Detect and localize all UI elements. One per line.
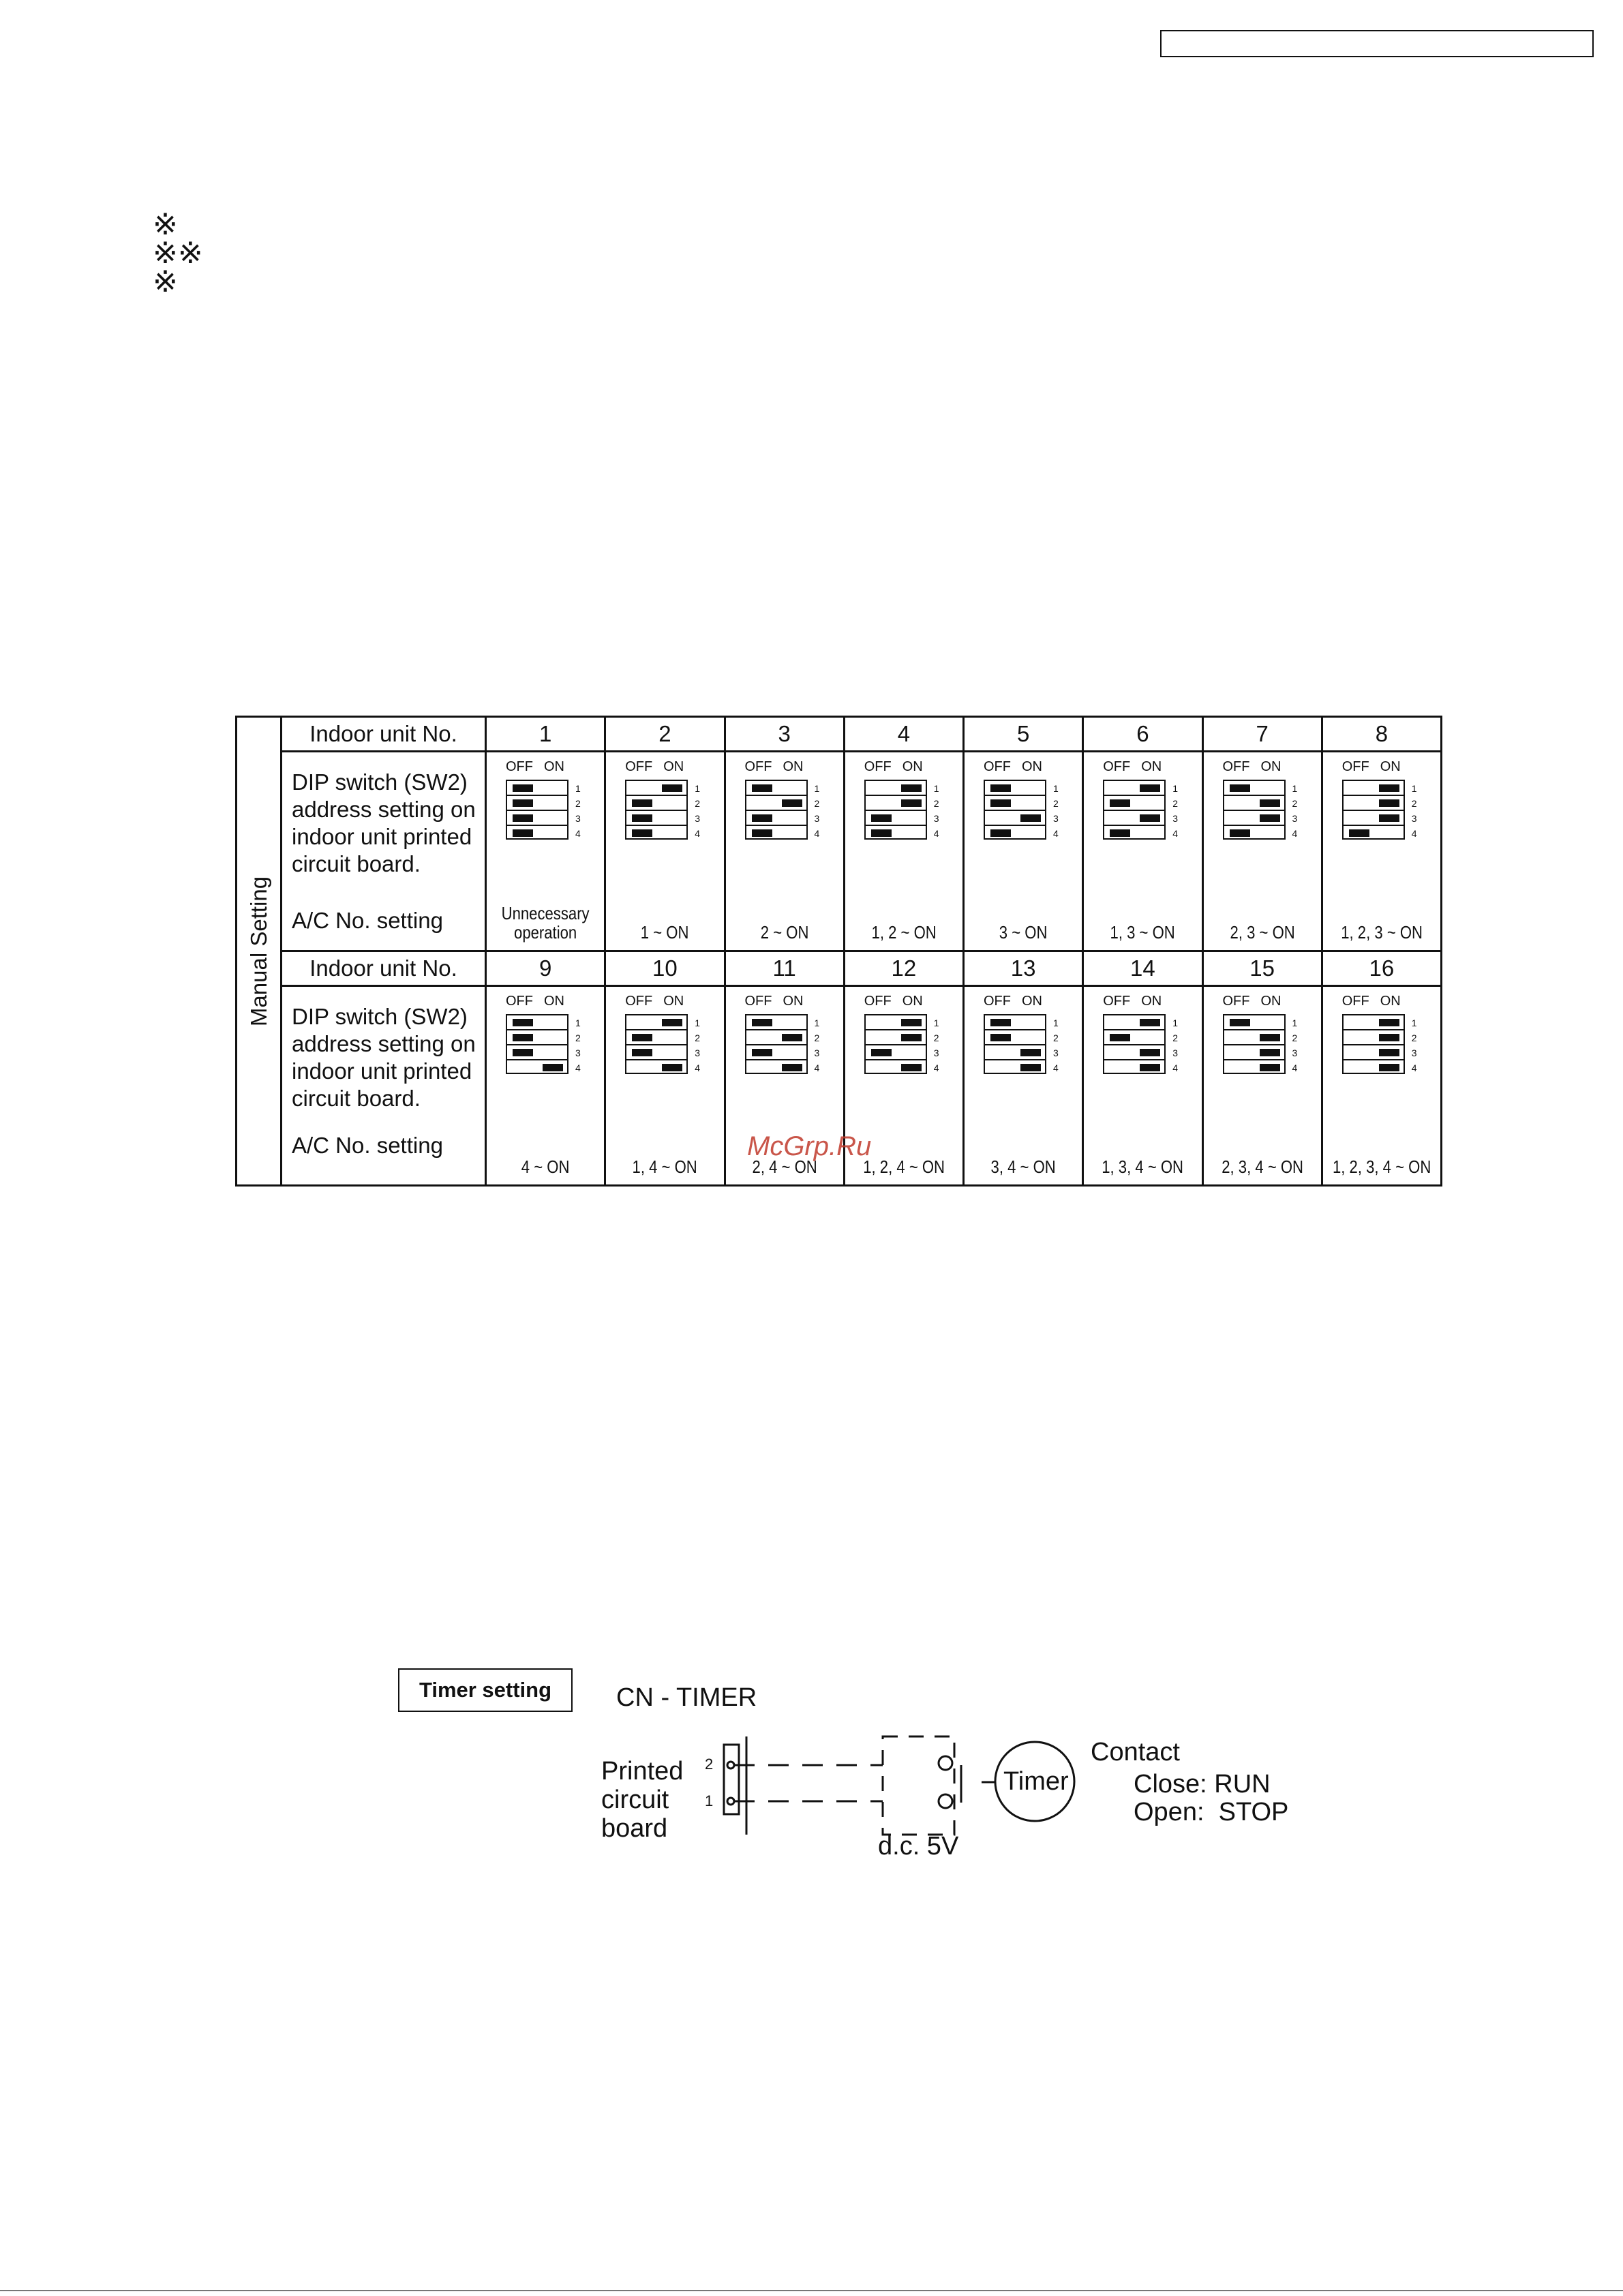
- switch-number: 1: [933, 783, 939, 794]
- switch-number: 3: [933, 1047, 939, 1058]
- contact-terminal-lower: [939, 1794, 952, 1808]
- on-label: ON: [544, 759, 564, 774]
- off-label: OFF: [1222, 759, 1250, 774]
- indoor-unit-number: 16: [1322, 951, 1441, 986]
- off-label: OFF: [1341, 759, 1369, 774]
- switch-number: 1: [1172, 1017, 1179, 1028]
- ac-setting-value: 1, 2, 3 ~ ON: [1340, 922, 1423, 943]
- manual-setting-label: Manual Setting: [245, 876, 271, 1026]
- on-label: ON: [1141, 994, 1162, 1009]
- on-label: ON: [902, 759, 923, 774]
- on-label: ON: [1260, 994, 1281, 1009]
- footer-line: [0, 2290, 1623, 2291]
- indoor-unit-number: 13: [964, 951, 1083, 986]
- on-label: ON: [1022, 759, 1042, 774]
- ac-setting-value: 2, 4 ~ ON: [752, 1157, 817, 1177]
- switch-number: 3: [1292, 813, 1298, 824]
- switch-number: 3: [1411, 813, 1417, 824]
- switch-number: 2: [1411, 1032, 1417, 1043]
- switch-number: 3: [1172, 813, 1179, 824]
- indoor-unit-number: 10: [605, 951, 725, 986]
- on-label: ON: [902, 994, 923, 1009]
- switch-number: 1: [1292, 1017, 1298, 1028]
- switch-number: 4: [814, 1062, 820, 1073]
- switch-number: 3: [1292, 1047, 1298, 1058]
- ac-setting-value: 1, 2, 4 ~ ON: [862, 1157, 945, 1177]
- switch-number: 4: [1292, 828, 1298, 839]
- on-label: ON: [663, 994, 684, 1009]
- ac-setting-value: 1 ~ ON: [641, 922, 689, 943]
- ac-setting-value: 1, 2, 3, 4 ~ ON: [1332, 1157, 1431, 1177]
- switch-number: 4: [933, 828, 939, 839]
- switch-number: 2: [814, 1032, 820, 1043]
- indoor-unit-number: 8: [1322, 717, 1441, 752]
- ac-no-setting-label: A/C No. setting: [292, 1133, 443, 1158]
- switch-number: 4: [1053, 1062, 1059, 1073]
- note-mark-3: ※: [153, 264, 178, 299]
- on-label: ON: [1260, 759, 1281, 774]
- switch-number: 4: [1292, 1062, 1298, 1073]
- dip-switch-description: DIP switch (SW2) address setting on indoor unit printed circuit board.: [292, 1004, 476, 1111]
- switch-number: 2: [1411, 798, 1417, 809]
- cn-timer-label: CN - TIMER: [616, 1683, 757, 1712]
- switch-number: 1: [814, 783, 820, 794]
- indoor-unit-number: 3: [725, 717, 844, 752]
- switch-number: 2: [1292, 1032, 1298, 1043]
- ac-setting-value: 2, 3, 4 ~ ON: [1221, 1157, 1303, 1177]
- switch-number: 2: [575, 798, 581, 809]
- off-label: OFF: [1103, 994, 1131, 1009]
- switch-number: 1: [814, 1017, 820, 1028]
- switch-number: 1: [1411, 1017, 1417, 1028]
- timer-label: Timer: [1003, 1767, 1069, 1796]
- switch-number: 1: [933, 1017, 939, 1028]
- indoor-unit-number: 6: [1083, 717, 1202, 752]
- switch-number: 1: [1172, 783, 1179, 794]
- on-label: ON: [783, 759, 804, 774]
- watermark: McGrp.Ru: [747, 1131, 872, 1161]
- off-label: OFF: [984, 994, 1011, 1009]
- switch-number: 1: [1053, 1017, 1059, 1028]
- off-label: OFF: [625, 994, 653, 1009]
- switch-number: 2: [1053, 798, 1059, 809]
- switch-number: 2: [933, 1032, 939, 1043]
- off-label: OFF: [744, 994, 772, 1009]
- dip-switch-description: DIP switch (SW2) address setting on indoor unit printed circuit board.: [292, 769, 476, 876]
- switch-number: 2: [1292, 798, 1298, 809]
- switch-number: 1: [695, 1017, 701, 1028]
- pin-2-terminal: [727, 1762, 734, 1769]
- switch-number: 1: [1053, 783, 1059, 794]
- indoor-unit-number: 11: [725, 951, 844, 986]
- off-label: OFF: [1103, 759, 1131, 774]
- switch-number: 2: [1053, 1032, 1059, 1043]
- on-label: ON: [783, 994, 804, 1009]
- ac-setting-value: 1, 3, 4 ~ ON: [1102, 1157, 1184, 1177]
- ac-setting-value: 1, 4 ~ ON: [632, 1157, 697, 1177]
- on-label: ON: [1380, 994, 1401, 1009]
- switch-number: 3: [1172, 1047, 1179, 1058]
- indoor-unit-number: 12: [844, 951, 963, 986]
- switch-number: 1: [575, 783, 581, 794]
- switch-number: 3: [695, 813, 701, 824]
- switch-number: 4: [1411, 1062, 1417, 1073]
- contact-close-label: Close: RUN: [1134, 1770, 1271, 1798]
- indoor-unit-number: 4: [844, 717, 963, 752]
- switch-number: 3: [933, 813, 939, 824]
- ac-setting-value: 1, 3 ~ ON: [1110, 922, 1175, 943]
- switch-number: 2: [1172, 798, 1179, 809]
- off-label: OFF: [864, 759, 892, 774]
- indoor-unit-number: 9: [486, 951, 605, 986]
- switch-number: 4: [1172, 828, 1179, 839]
- on-label: ON: [1141, 759, 1162, 774]
- contact-open-label: Open: STOP: [1134, 1798, 1289, 1826]
- off-label: OFF: [864, 994, 892, 1009]
- indoor-unit-no-label: Indoor unit No.: [282, 951, 486, 986]
- switch-number: 4: [695, 1062, 701, 1073]
- switch-number: 4: [1172, 1062, 1179, 1073]
- switch-number: 4: [695, 828, 701, 839]
- ac-setting-value: 3 ~ ON: [999, 922, 1048, 943]
- switch-number: 1: [1411, 783, 1417, 794]
- switch-number: 4: [933, 1062, 939, 1073]
- note-mark-1: ※: [153, 207, 178, 242]
- indoor-unit-no-label: Indoor unit No.: [282, 717, 486, 752]
- pin-2-label: 2: [705, 1756, 714, 1773]
- on-label: ON: [1022, 994, 1042, 1009]
- switch-number: 1: [1292, 783, 1298, 794]
- switch-number: 2: [695, 798, 701, 809]
- switch-number: 2: [575, 1032, 581, 1043]
- indoor-unit-number: 1: [486, 717, 605, 752]
- ac-no-setting-label: A/C No. setting: [292, 908, 443, 933]
- switch-number: 3: [814, 813, 820, 824]
- pin-1-terminal: [727, 1798, 734, 1805]
- contact-label: Contact: [1091, 1738, 1180, 1766]
- timer-setting-label: Timer setting: [398, 1668, 573, 1712]
- switch-number: 3: [1053, 1047, 1059, 1058]
- pin-1-label: 1: [705, 1792, 714, 1809]
- switch-number: 4: [1411, 828, 1417, 839]
- off-label: OFF: [1222, 994, 1250, 1009]
- switch-number: 2: [695, 1032, 701, 1043]
- ac-setting-value: 1, 2 ~ ON: [871, 922, 937, 943]
- switch-number: 3: [575, 813, 581, 824]
- indoor-unit-number: 5: [964, 717, 1083, 752]
- switch-number: 3: [1053, 813, 1059, 824]
- ac-setting-value: Unnecessary operation: [501, 903, 590, 943]
- contact-terminal-upper: [939, 1756, 952, 1770]
- off-label: OFF: [625, 759, 653, 774]
- board-label: Printed circuit board: [601, 1757, 684, 1843]
- dc-supply-box: [883, 1736, 954, 1835]
- switch-number: 3: [575, 1047, 581, 1058]
- switch-number: 4: [575, 1062, 581, 1073]
- indoor-unit-number: 2: [605, 717, 725, 752]
- switch-number: 3: [814, 1047, 820, 1058]
- ac-setting-value: 2, 3 ~ ON: [1230, 922, 1295, 943]
- switch-number: 2: [1172, 1032, 1179, 1043]
- on-label: ON: [663, 759, 684, 774]
- ac-setting-value: 4 ~ ON: [521, 1157, 570, 1177]
- switch-number: 2: [933, 798, 939, 809]
- ac-setting-value: 3, 4 ~ ON: [990, 1157, 1056, 1177]
- voltage-label: d.c. 5V: [878, 1832, 959, 1861]
- indoor-unit-number: 7: [1202, 717, 1322, 752]
- on-label: ON: [1380, 759, 1401, 774]
- off-label: OFF: [744, 759, 772, 774]
- switch-number: 2: [814, 798, 820, 809]
- off-label: OFF: [506, 994, 533, 1009]
- indoor-unit-number: 14: [1083, 951, 1202, 986]
- switch-number: 4: [575, 828, 581, 839]
- off-label: OFF: [506, 759, 533, 774]
- switch-number: 1: [575, 1017, 581, 1028]
- switch-number: 3: [1411, 1047, 1417, 1058]
- on-label: ON: [544, 994, 564, 1009]
- switch-number: 4: [1053, 828, 1059, 839]
- off-label: OFF: [984, 759, 1011, 774]
- note-mark-2: ※※: [153, 236, 203, 271]
- off-label: OFF: [1341, 994, 1369, 1009]
- ac-setting-value: 2 ~ ON: [760, 922, 808, 943]
- switch-number: 1: [695, 783, 701, 794]
- switch-number: 4: [814, 828, 820, 839]
- indoor-unit-number: 15: [1202, 951, 1322, 986]
- switch-number: 3: [695, 1047, 701, 1058]
